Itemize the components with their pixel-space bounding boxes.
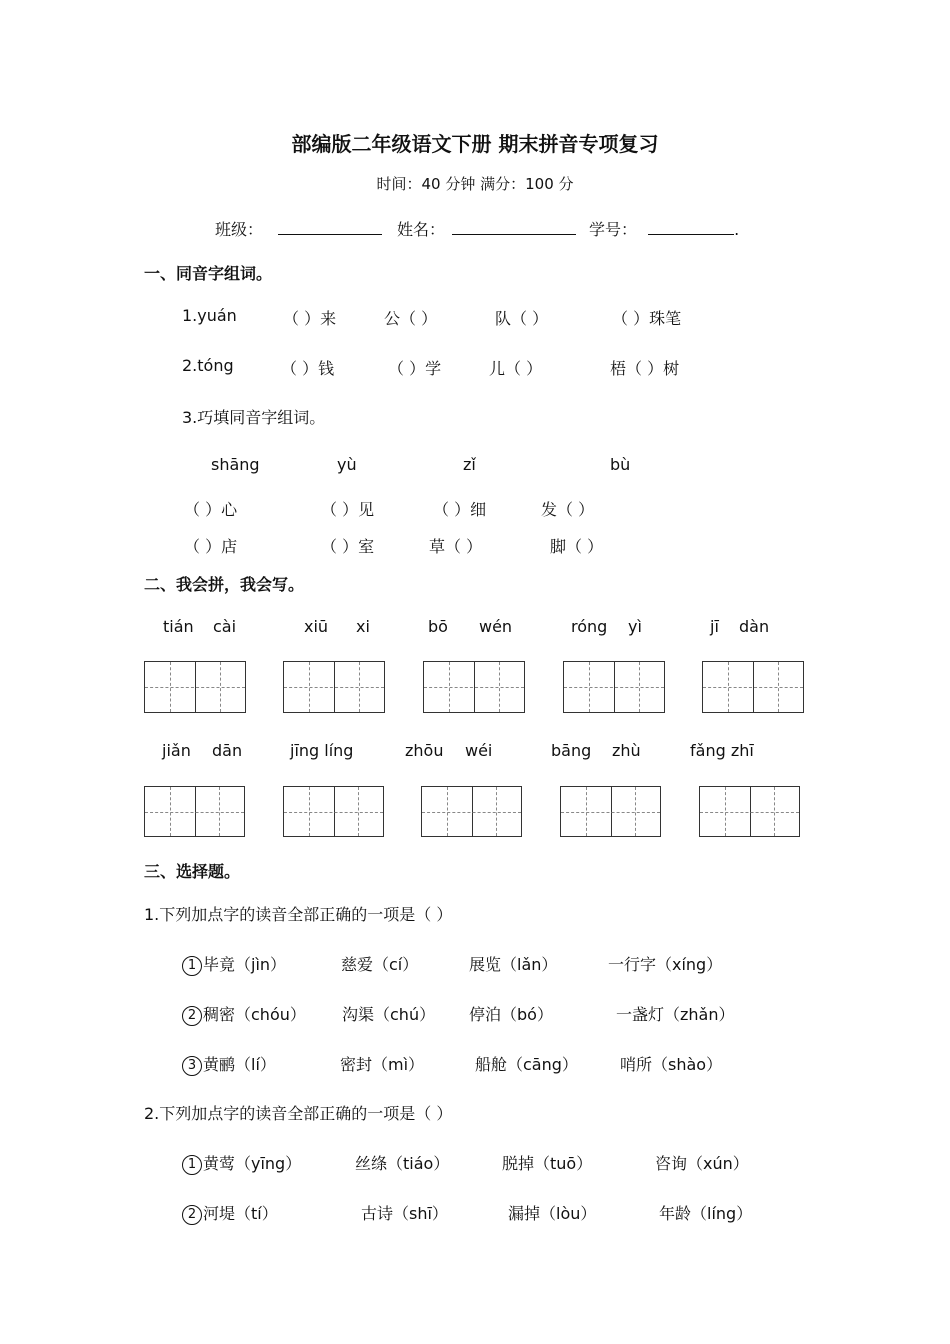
option-item: 一盏灯（zhǎn） [616,1005,735,1024]
write-pinyin: wén [479,617,513,636]
option-item: 一行字（xíng） [608,955,723,974]
option-item: 船舱（cāng） [475,1055,578,1074]
name-blank[interactable] [452,218,576,235]
id-label: 学号： [589,220,638,239]
mc-option[interactable] [182,1151,301,1175]
write-pinyin: bō [428,617,448,636]
option-number: 2 [182,1006,202,1026]
write-pinyin: bāng [551,741,592,760]
write-pinyin: zhōu [405,741,444,760]
section3-heading: 三、选择题。 [144,862,241,881]
option-item: 古诗（shī） [361,1204,448,1223]
write-pinyin: cài [213,617,237,636]
writing-grid[interactable] [423,661,525,713]
class-label: 班级： [215,220,264,239]
write-pinyin: zhù [612,741,641,760]
option-number: 1 [182,956,202,976]
option-item: 脱掉（tuō） [502,1154,593,1173]
option-item: 哨所（shào） [620,1055,723,1074]
end-dot: . [734,220,740,239]
q3-pinyin: bù [610,455,631,474]
write-pinyin: yì [628,617,642,636]
option-number: 1 [182,1155,202,1175]
write-pinyin: fǎng zhī [690,741,754,760]
writing-grid[interactable] [144,661,246,713]
option-number: 2 [182,1205,202,1225]
q1-item[interactable]: 队（ ） [495,309,549,328]
option-number: 3 [182,1056,202,1076]
option-item: 黄鹂（lí） [203,1055,276,1074]
mc-option[interactable] [182,1201,278,1225]
writing-grid[interactable] [560,786,661,837]
q3-label: 3.巧填同音字组词。 [182,408,326,427]
class-blank[interactable] [278,218,382,235]
name-field [397,217,576,240]
q3-item[interactable]: （ ）细 [433,500,487,519]
q3-item[interactable]: 脚（ ） [550,537,604,556]
mc-option[interactable] [182,1052,276,1076]
q3-pinyin: zǐ [463,455,476,474]
q1-label: 1.yuán [182,306,237,325]
section1-heading: 一、同音字组词。 [144,264,273,283]
q2-label: 2.tóng [182,356,234,375]
write-pinyin: tián [163,617,194,636]
class-field [215,217,382,240]
option-item: 丝绦（tiáo） [355,1154,450,1173]
write-pinyin: jī [710,617,719,636]
q3-pinyin: shāng [211,455,260,474]
writing-grid[interactable] [283,661,385,713]
write-pinyin: wéi [465,741,493,760]
writing-grid[interactable] [702,661,804,713]
section2-heading: 二、我会拼，我会写。 [144,575,305,594]
writing-grid[interactable] [283,786,384,837]
option-item: 毕竟（jìn） [203,955,287,974]
write-pinyin: jīng líng [290,741,354,760]
q1-item[interactable]: （ ）来 [283,309,337,328]
q3-item[interactable]: （ ）店 [184,537,238,556]
page-title: 部编版二年级语文下册 期末拼音专项复习 [291,132,659,156]
q2-item[interactable]: （ ）学 [388,359,442,378]
q2-item[interactable]: 儿（ ） [489,359,543,378]
q3-pinyin: yù [337,455,357,474]
writing-grid[interactable] [421,786,522,837]
mc-option[interactable] [182,952,286,976]
mc-question-stem: 1.下列加点字的读音全部正确的一项是（ ） [144,905,453,924]
write-pinyin: dān [212,741,243,760]
mc-question-stem: 2.下列加点字的读音全部正确的一项是（ ） [144,1104,453,1123]
option-item: 停泊（bó） [469,1005,553,1024]
name-label: 姓名： [397,220,446,239]
option-item: 慈爱（cí） [341,955,419,974]
option-item: 河堤（tí） [203,1204,278,1223]
write-pinyin: jiǎn [162,741,191,760]
option-item: 沟渠（chú） [342,1005,436,1024]
option-item: 展览（lǎn） [469,955,558,974]
q3-item[interactable]: 发（ ） [541,500,595,519]
q2-item[interactable]: 梧（ ）树 [610,359,680,378]
q1-item[interactable]: 公（ ） [384,309,438,328]
writing-grid[interactable] [563,661,665,713]
write-pinyin: dàn [739,617,770,636]
mc-option[interactable] [182,1002,306,1026]
option-item: 稠密（chóu） [203,1005,306,1024]
writing-grid[interactable] [144,786,245,837]
exam-meta: 时间：40 分钟 满分：100 分 [376,175,574,193]
q3-item[interactable]: （ ）室 [321,537,375,556]
q1-item[interactable]: （ ）珠笔 [612,309,682,328]
option-item: 咨询（xún） [655,1154,749,1173]
id-field [589,217,739,240]
id-blank[interactable] [648,218,734,235]
option-item: 漏掉（lòu） [508,1204,597,1223]
option-item: 黄莺（yīng） [203,1154,302,1173]
q3-item[interactable]: （ ）心 [184,500,238,519]
q3-item[interactable]: 草（ ） [429,537,483,556]
q2-item[interactable]: （ ）钱 [281,359,335,378]
option-item: 密封（mì） [340,1055,425,1074]
writing-grid[interactable] [699,786,800,837]
write-pinyin: róng [571,617,608,636]
option-item: 年龄（líng） [659,1204,753,1223]
write-pinyin: xi [356,617,370,636]
write-pinyin: xiū [304,617,329,636]
q3-item[interactable]: （ ）见 [321,500,375,519]
